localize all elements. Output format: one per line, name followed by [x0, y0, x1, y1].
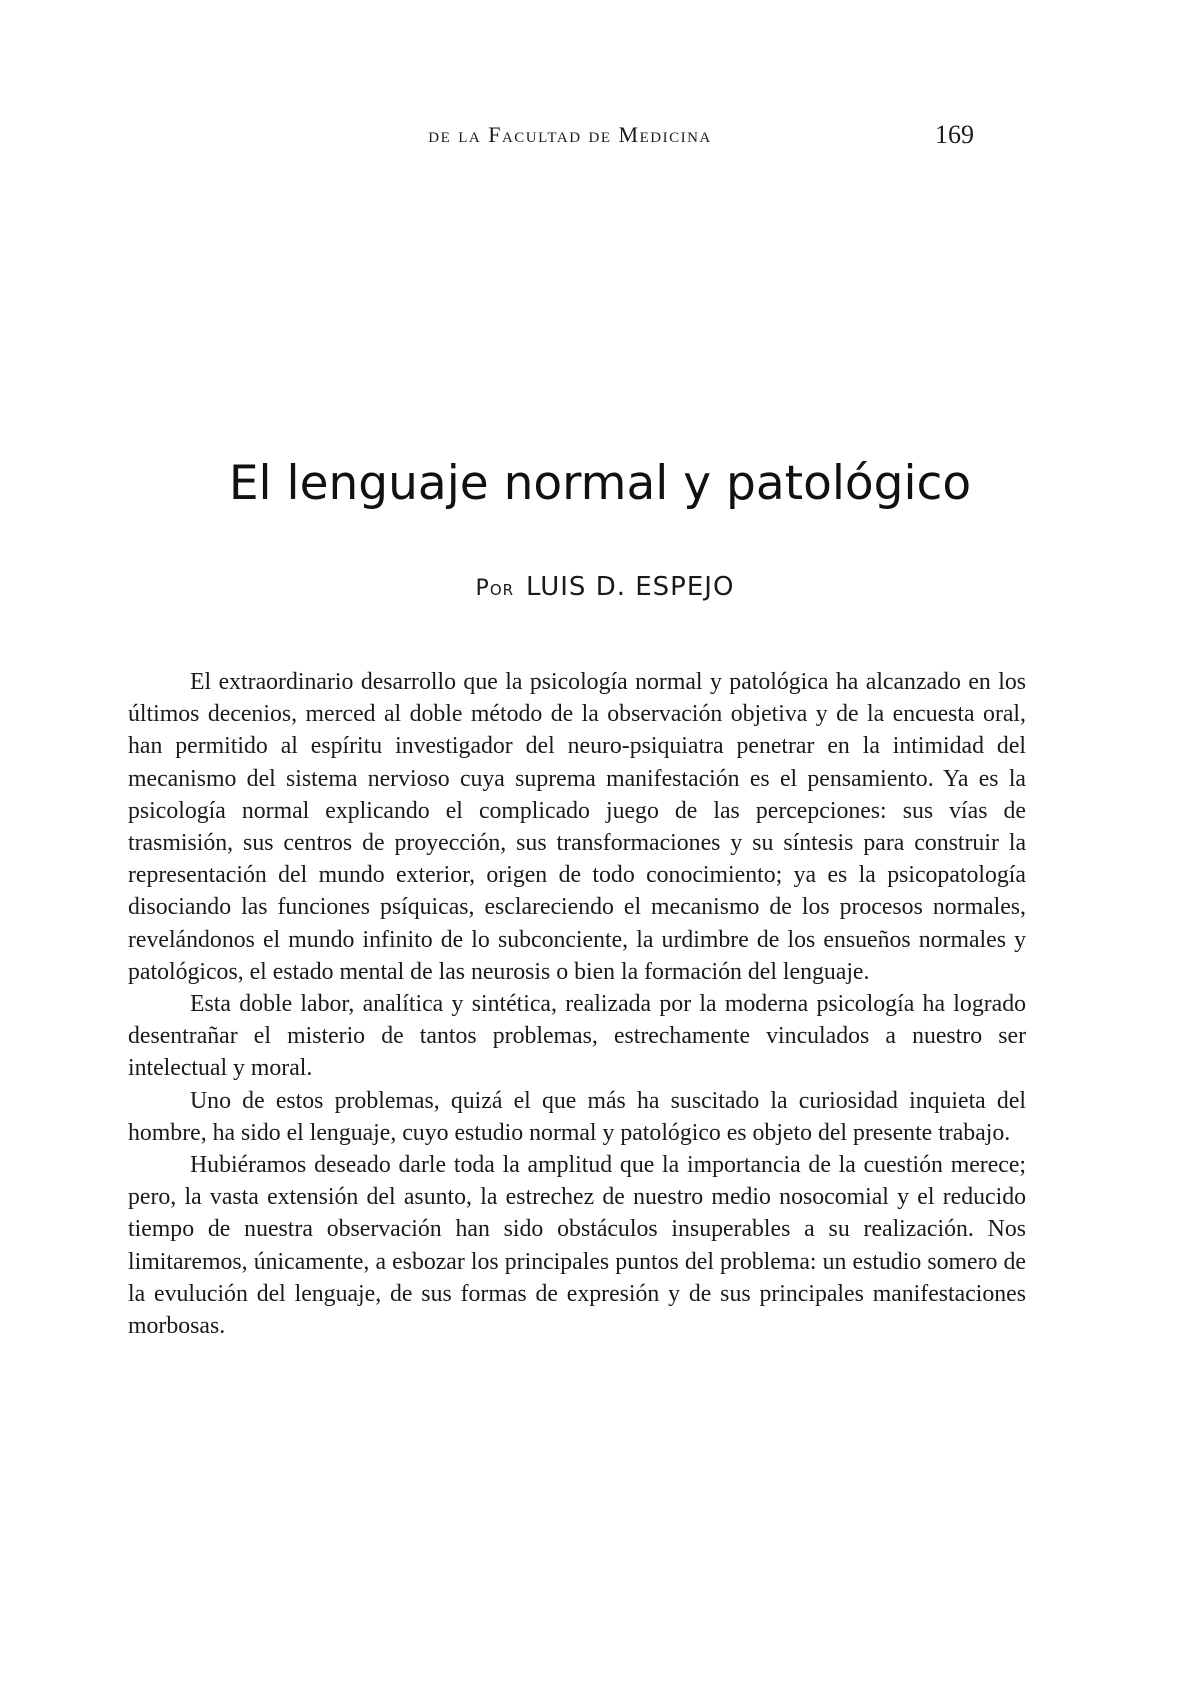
paragraph-2: Esta doble labor, analítica y sintética, realizada por la moderna psicología ha logrado desentrañar el misterio de tantos problemas, estrechamente vinculados a nuestro ser intelectual y moral.	[128, 991, 1026, 1082]
paragraph-1: El extraordinario desarrollo que la psicología normal y patológica ha alcanzado en los últimos decenios, merced al doble método de la observación objetiva y de la encuesta oral, han permitido al espíritu investigador del neuro-psiquiatra penetrar en la intimidad del mecanismo del sistema nervioso cuya suprema manifestación es el pensamiento. Ya es la psicología normal explicando el complicado juego de las percepciones: sus vías de trasmisión, sus centros de proyección, sus transformaciones y su síntesis para construir la representación del mundo exterior, origen de todo conocimiento; ya es la psicopatología disociando las funciones psíquicas, esclareciendo el mecanismo de los procesos normales, revelándonos el mundo infinito de lo subconciente, la urdimbre de los ensueños normales y patológicos, el estado mental de las neurosis o bien la formación del lenguaje.	[128, 669, 1026, 985]
page-number: 169	[935, 120, 974, 149]
article-title: El lenguaje normal y patológico	[228, 456, 972, 511]
paragraph-4: Hubiéramos deseado darle toda la amplitud que la importancia de la cuestión merece; pero, la vasta extensión del asunto, la estrechez de nuestro medio nosocomial y el reducido tiempo de nuestra observación han sido obstáculos insuperables a su realización. Nos limitaremos, únicamente, a esbozar los principales puntos del problema: un estudio somero de la evulución del lenguaje, de sus formas de expresión y de sus principales manifestaciones morbosas.	[128, 1152, 1026, 1340]
byline-prefix: Por	[475, 576, 515, 601]
author-name: LUIS D. ESPEJO	[526, 572, 735, 602]
paragraph-3: Uno de estos problemas, quizá el que más ha suscitado la curiosidad inquieta del hombre, ha sido el lenguaje, cuyo estudio normal y patológico es objeto del presente trabajo.	[128, 1087, 1026, 1146]
byline	[200, 572, 1010, 602]
running-header: de la Facultad de Medicina	[428, 122, 712, 147]
article-body	[128, 666, 1026, 1342]
